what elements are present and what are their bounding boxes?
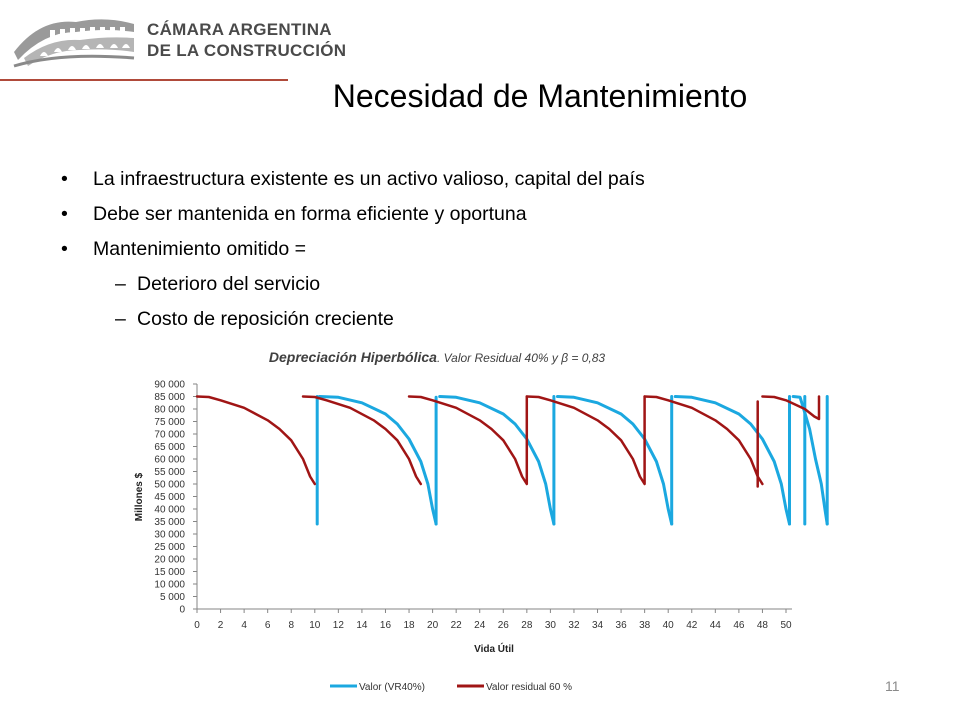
sub-bullet-item: – Costo de reposición creciente xyxy=(58,302,645,337)
y-tick-label: 5 000 xyxy=(159,592,185,603)
legend-label-valor: Valor (VR40%) xyxy=(359,682,425,693)
x-tick-label: 50 xyxy=(780,620,792,631)
y-tick-label: 50 000 xyxy=(154,479,185,491)
x-tick-label: 0 xyxy=(194,620,200,631)
x-tick-label: 36 xyxy=(615,620,627,631)
y-tick-label: 35 000 xyxy=(154,517,185,528)
x-tick-label: 4 xyxy=(241,620,247,631)
page-title: Necesidad de Mantenimiento xyxy=(332,78,748,114)
series-residual-line xyxy=(645,397,763,485)
page-number: 11 xyxy=(885,678,900,694)
y-tick-label: 80 000 xyxy=(154,404,185,416)
x-tick-label: 42 xyxy=(686,620,698,631)
chart-title-main: Depreciación Hiperbólica xyxy=(268,349,437,365)
chart-title-rest: . Valor Residual 40% y β = 0,83 xyxy=(436,351,606,365)
y-tick-label: 20 000 xyxy=(154,554,185,566)
x-tick-label: 12 xyxy=(332,620,344,631)
x-axis-label: Vida Útil xyxy=(474,644,514,655)
x-tick-label: 22 xyxy=(450,620,462,631)
series-valor-line xyxy=(440,397,554,525)
logo-line-1: CÁMARA ARGENTINA xyxy=(147,20,332,39)
y-tick-label: 0 xyxy=(179,604,185,616)
legend xyxy=(330,682,572,693)
x-tick-label: 16 xyxy=(379,620,392,631)
x-tick-label: 26 xyxy=(497,620,509,631)
x-tick-label: 38 xyxy=(639,620,651,631)
bullet-item: • La infraestructura existente es un activo valioso, capital del país xyxy=(58,162,645,197)
x-tick-label: 34 xyxy=(591,620,604,631)
x-tick-label: 2 xyxy=(217,620,224,631)
legend-label-residual: Valor residual 60 % xyxy=(486,682,572,693)
series-valor-line xyxy=(793,397,827,525)
x-tick-label: 32 xyxy=(568,620,580,631)
y-tick-label: 70 000 xyxy=(154,429,185,441)
y-tick-label: 85 000 xyxy=(154,392,185,403)
y-tick-label: 55 000 xyxy=(154,467,185,478)
series-residual-line xyxy=(197,397,315,485)
y-tick-label: 30 000 xyxy=(154,529,185,541)
x-tick-label: 44 xyxy=(709,620,721,631)
series-residual-line xyxy=(409,397,527,485)
y-tick-label: 40 000 xyxy=(154,504,185,516)
y-tick-label: 65 000 xyxy=(154,442,185,453)
y-tick-label: 60 000 xyxy=(154,454,185,466)
series-valor-line xyxy=(675,397,789,525)
x-tick-label: 10 xyxy=(309,620,321,631)
x-tick-label: 46 xyxy=(733,620,745,631)
y-tick-label: 10 000 xyxy=(154,579,185,591)
bullet-item: • Mantenimiento omitido = xyxy=(58,232,645,267)
x-tick-label: 6 xyxy=(264,620,271,631)
series-residual-line xyxy=(527,397,645,485)
x-tick-label: 24 xyxy=(474,620,486,631)
series-valor-line xyxy=(320,397,437,525)
chart-title xyxy=(269,349,606,365)
x-tick-label: 8 xyxy=(288,620,295,631)
sub-bullet-item: – Deterioro del servicio xyxy=(58,267,645,302)
x-tick-label: 14 xyxy=(356,620,368,631)
x-tick-label: 30 xyxy=(544,620,556,631)
y-tick-label: 75 000 xyxy=(154,417,185,428)
x-tick-label: 40 xyxy=(662,620,674,631)
y-tick-label: 45 000 xyxy=(154,492,185,503)
x-tick-label: 20 xyxy=(427,620,439,631)
series-valor-line xyxy=(558,397,672,525)
y-axis-label: Millones $ xyxy=(134,472,145,522)
series-residual-line xyxy=(303,397,421,485)
x-tick-label: 28 xyxy=(521,620,533,631)
y-tick-label: 25 000 xyxy=(154,542,185,553)
x-tick-label: 48 xyxy=(756,620,769,631)
bullet-item: • Debe ser mantenida en forma eficiente y oportuna xyxy=(58,197,645,232)
logo-line-2: DE LA CONSTRUCCIÓN xyxy=(147,41,347,60)
y-tick-label: 15 000 xyxy=(154,567,185,578)
x-tick-label: 18 xyxy=(403,620,415,631)
y-tick-label: 90 000 xyxy=(154,379,185,391)
